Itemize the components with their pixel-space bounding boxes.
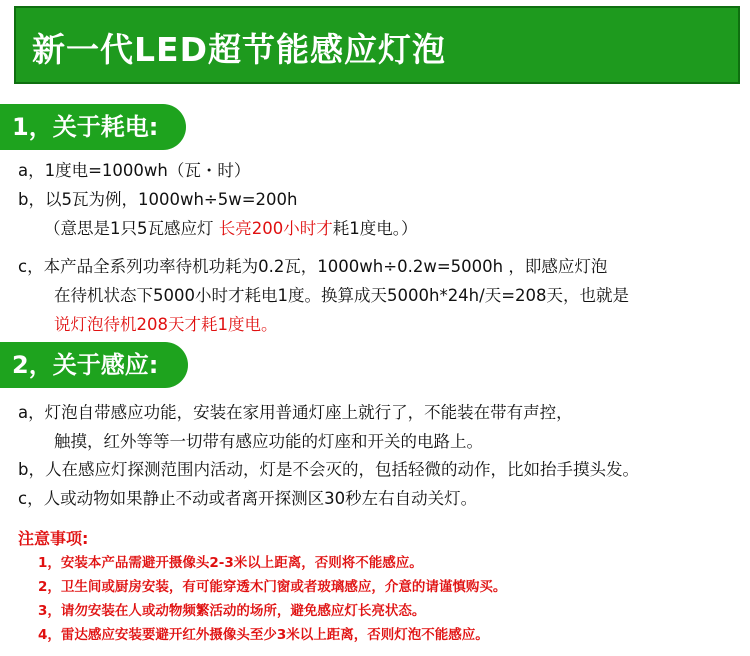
section-heading-sensing: 2，关于感应: xyxy=(0,342,188,388)
power-line-c1: c，本产品全系列功率待机功耗为0.2瓦，1000wh÷0.2w=5000h ，即感应灯泡 xyxy=(18,257,608,276)
power-line-b: b，以5瓦为例，1000wh÷5w=200h xyxy=(18,190,298,209)
sensing-line-c: c，人或动物如果静止不动或者离开探测区30秒左右自动关灯。 xyxy=(18,489,478,508)
power-note-highlight: 长亮200小时才 xyxy=(218,219,333,238)
power-line-c2: 在待机状态下5000小时才耗电1度。换算成天5000h*24h/天=208天，也就是 xyxy=(54,286,630,305)
note-item-3: 3，请勿安装在人或动物频繁活动的场所，避免感应灯长亮状态。 xyxy=(38,603,426,619)
power-note-suffix: 耗1度电。） xyxy=(332,219,418,238)
section-heading-power: 1，关于耗电: xyxy=(0,104,186,150)
note-item-4: 4，雷达感应安装要避开红外摄像头至少3米以上距离，否则灯泡不能感应。 xyxy=(38,627,489,643)
power-note-prefix: （意思是1只5瓦感应灯 xyxy=(44,219,219,238)
title-banner xyxy=(14,6,740,84)
sensing-line-a1: a，灯泡自带感应功能，安装在家用普通灯座上就行了，不能装在带有声控， xyxy=(18,403,573,422)
power-line-c3: 说灯泡待机208天才耗1度电。 xyxy=(54,315,278,334)
power-line-b-note xyxy=(44,218,418,240)
note-item-2: 2，卫生间或厨房安装，有可能穿透木门窗或者玻璃感应，介意的请谨慎购买。 xyxy=(38,579,507,595)
power-line-a: a，1度电=1000wh（瓦・时） xyxy=(18,161,251,180)
page-title: 新一代LED超节能感应灯泡 xyxy=(32,30,446,69)
sensing-line-a2: 触摸，红外等等一切带有感应功能的灯座和开关的电路上。 xyxy=(54,432,483,451)
note-item-1: 1，安装本产品需避开摄像头2-3米以上距离，否则将不能感应。 xyxy=(38,555,423,571)
notes-title: 注意事项: xyxy=(18,529,89,548)
sensing-line-b: b，人在感应灯探测范围内活动，灯是不会灭的，包括轻微的动作，比如抬手摸头发。 xyxy=(18,460,639,479)
